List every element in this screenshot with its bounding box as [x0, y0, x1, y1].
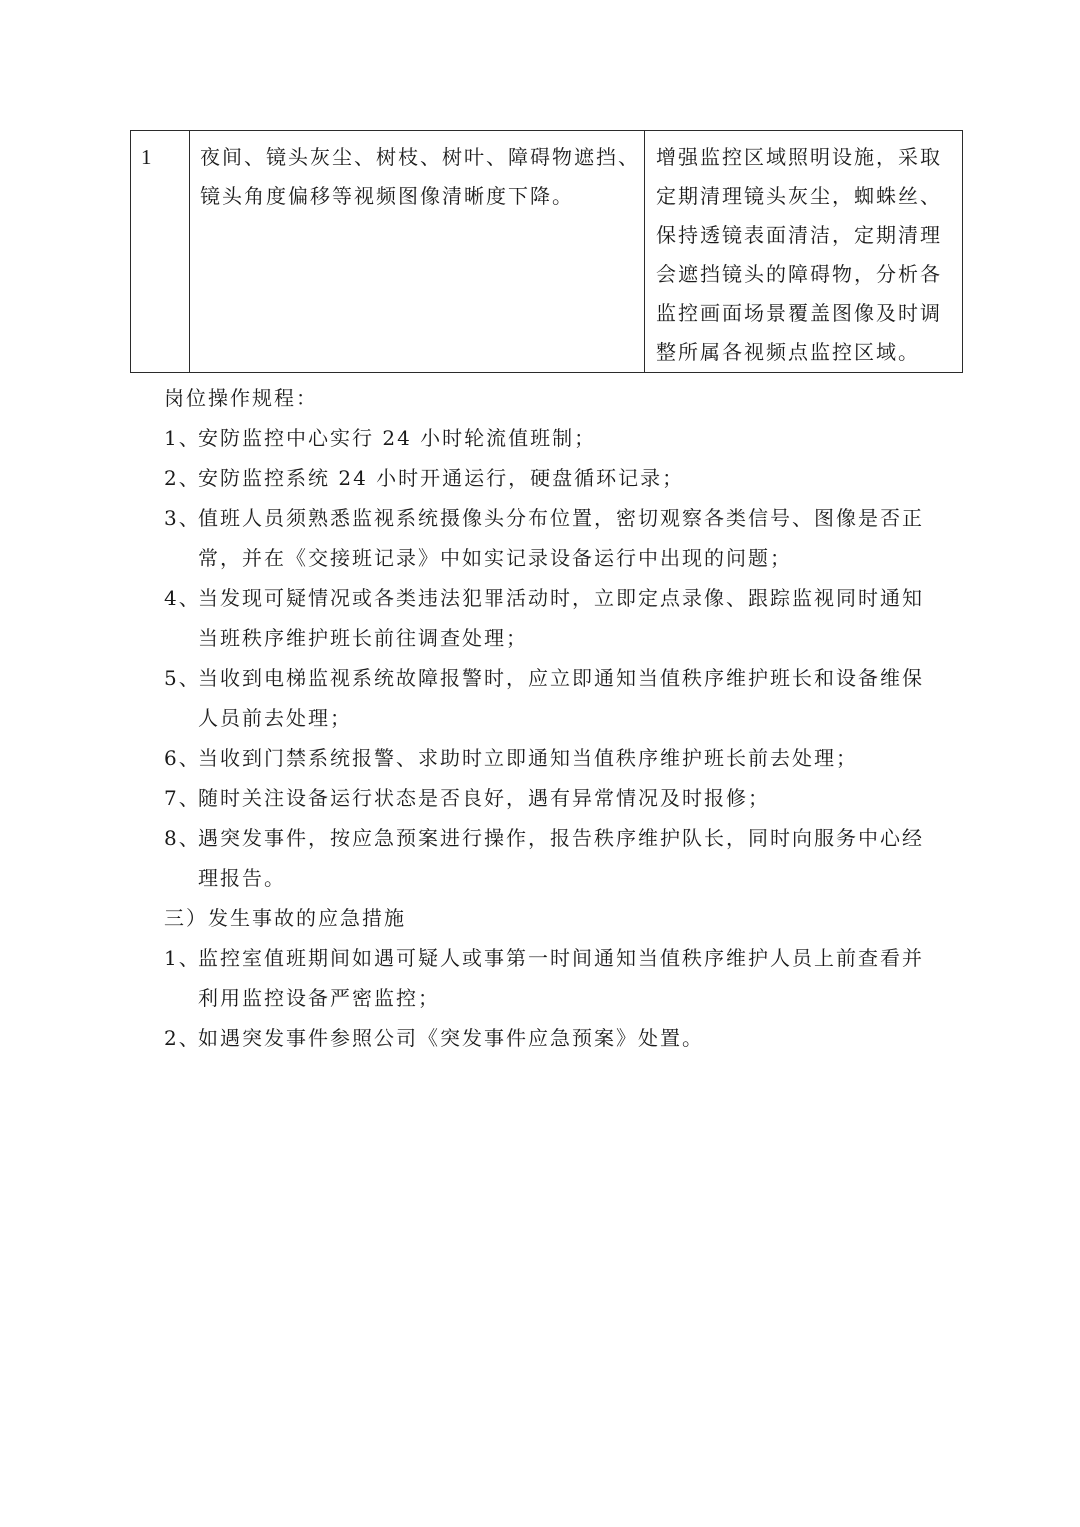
list-item-text: [198, 578, 924, 658]
list-item-line: 安防监控系统 24 小时开通运行，硬盘循环记录；: [198, 466, 685, 490]
body-text: [164, 378, 924, 1058]
list-item-line: 当班秩序维护班长前往调查处理；: [198, 626, 528, 650]
list-item-number: 7、: [164, 786, 201, 810]
list-item-line: 利用监控设备严密监控；: [198, 986, 440, 1010]
list-item-text: [198, 418, 924, 458]
list-item: [164, 458, 924, 498]
list-item: [164, 738, 924, 778]
list-item-line: 如遇突发事件参照公司《突发事件应急预案》处置。: [198, 1026, 704, 1050]
list-item-number: 5、: [164, 666, 201, 690]
list-item-number: 2、: [164, 1026, 201, 1050]
list-item-text: [198, 1018, 924, 1058]
list-item: [164, 418, 924, 458]
list-item-line: 理报告。: [198, 866, 286, 890]
list-item: [164, 498, 924, 578]
list-item-text: [198, 778, 924, 818]
list-item: [164, 818, 924, 898]
procedures-heading: 岗位操作规程：: [164, 386, 318, 410]
risk-measure-table: [130, 130, 963, 373]
list-item-number: 4、: [164, 586, 201, 610]
list-item-line: 监控室值班期间如遇可疑人或事第一时间通知当值秩序维护人员上前查看并: [198, 946, 924, 970]
list-item-text: [198, 938, 924, 1018]
list-item-number: 3、: [164, 506, 201, 530]
list-item-line: 当发现可疑情况或各类违法犯罪活动时，立即定点录像、跟踪监视同时通知: [198, 586, 924, 610]
list-item: [164, 778, 924, 818]
list-item-text: [198, 458, 924, 498]
list-item-number: 6、: [164, 746, 201, 770]
list-item-text: [198, 818, 924, 898]
countermeasure: 增强监控区域照明设施，采取定期清理镜头灰尘，蜘蛛丝、保持透镜表面清洁，定期清理会遮挡镜头的障碍物，分析各监控画面场景覆盖图像及时调整所属各视频点监控区域。: [645, 131, 963, 373]
list-item-line: 当收到电梯监视系统故障报警时，应立即通知当值秩序维护班长和设备维保: [198, 666, 924, 690]
list-item: [164, 938, 924, 1018]
emergency-heading: 三）发生事故的应急措施: [164, 906, 406, 930]
emergency-list: [164, 938, 924, 1058]
list-item-number: 1、: [164, 946, 201, 970]
list-item-line: 值班人员须熟悉监视系统摄像头分布位置，密切观察各类信号、图像是否正: [198, 506, 924, 530]
list-item: [164, 1018, 924, 1058]
risk-description: 夜间、镜头灰尘、树枝、树叶、障碍物遮挡、镜头角度偏移等视频图像清晰度下降。: [190, 131, 645, 373]
list-item: [164, 578, 924, 658]
list-item-text: [198, 738, 924, 778]
list-item-line: 当收到门禁系统报警、求助时立即通知当值秩序维护班长前去处理；: [198, 746, 858, 770]
list-item-number: 2、: [164, 466, 201, 490]
list-item: [164, 658, 924, 738]
row-number: 1: [131, 131, 190, 373]
list-item-text: [198, 498, 924, 578]
list-item-text: [198, 658, 924, 738]
list-item-line: 随时关注设备运行状态是否良好，遇有异常情况及时报修；: [198, 786, 770, 810]
list-item-number: 1、: [164, 426, 201, 450]
list-item-line: 人员前去处理；: [198, 706, 352, 730]
list-item-line: 常，并在《交接班记录》中如实记录设备运行中出现的问题；: [198, 546, 792, 570]
list-item-number: 8、: [164, 826, 201, 850]
table-row: [131, 131, 963, 373]
procedures-list: [164, 418, 924, 898]
list-item-line: 安防监控中心实行 24 小时轮流值班制；: [198, 426, 597, 450]
list-item-line: 遇突发事件，按应急预案进行操作，报告秩序维护队长，同时向服务中心经: [198, 826, 924, 850]
